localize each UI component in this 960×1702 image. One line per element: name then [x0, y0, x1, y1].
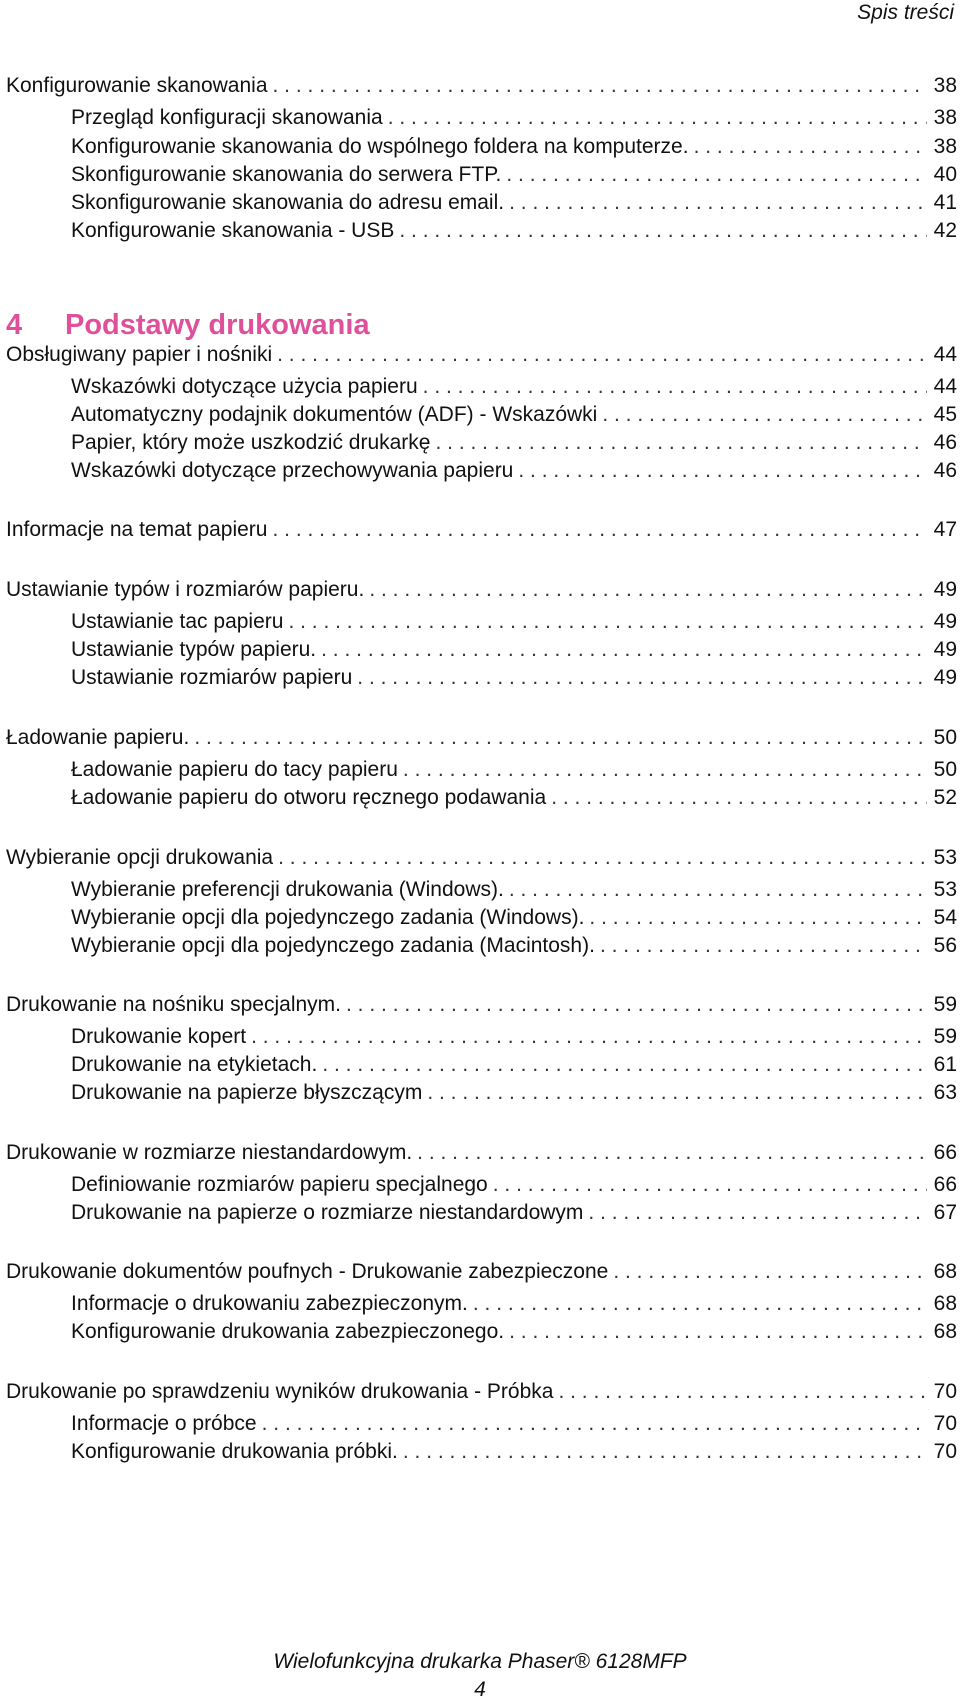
- toc-entry-page: 46: [933, 431, 957, 454]
- toc-entry-page: 70: [933, 1440, 957, 1463]
- toc-entry-title: Przegląd konfiguracji skanowania: [71, 106, 383, 129]
- toc-entry-title: Ładowanie papieru do tacy papieru: [71, 758, 398, 781]
- toc-entry-title: Wybieranie opcji dla pojedynczego zadania (Macintosh).: [71, 934, 595, 957]
- toc-subentry[interactable]: [71, 103, 957, 133]
- toc-entry-title: Drukowanie na papierze o rozmiarze niestandardowym: [71, 1201, 584, 1224]
- toc-subentry[interactable]: [71, 1317, 957, 1347]
- toc-entry-page: 56: [933, 934, 957, 957]
- toc-entry-title: Konfigurowanie skanowania: [6, 74, 268, 97]
- dot-leader: [589, 903, 927, 933]
- dot-leader: [602, 400, 927, 430]
- toc-entry-page: 59: [933, 1025, 957, 1048]
- toc-entry-title: Ładowanie papieru do otworu ręcznego podawania: [71, 786, 547, 809]
- dot-leader: [272, 515, 927, 545]
- toc-subentry[interactable]: [71, 132, 957, 162]
- dot-leader: [473, 1289, 927, 1319]
- toc-entry-page: 49: [933, 610, 957, 633]
- toc-entry-title: Informacje na temat papieru: [6, 518, 268, 541]
- dot-leader: [600, 931, 927, 961]
- toc-subentry[interactable]: [71, 1198, 957, 1228]
- dot-leader: [288, 607, 927, 637]
- toc-entry-page: 38: [933, 135, 957, 158]
- toc-entry-page: 41: [933, 191, 957, 214]
- footer-title: Wielofunkcyjna drukarka Phaser® 6128MFP: [273, 1650, 687, 1673]
- toc-entry[interactable]: [6, 843, 957, 873]
- dot-leader: [509, 188, 927, 218]
- chapter-title: Podstawy drukowania: [65, 309, 370, 341]
- dot-leader: [369, 575, 927, 605]
- toc-entry-title: Ustawianie rozmiarów papieru: [71, 666, 353, 689]
- toc-entry-title: Informacje o próbce: [71, 1412, 257, 1435]
- dot-leader: [558, 1377, 927, 1407]
- toc-subentry[interactable]: [71, 783, 957, 813]
- toc-subentry[interactable]: [71, 160, 957, 190]
- toc-entry-title: Ładowanie papieru.: [6, 726, 190, 749]
- toc-subentry[interactable]: [71, 456, 957, 486]
- toc-entry-page: 67: [933, 1201, 957, 1224]
- dot-leader: [417, 1138, 927, 1168]
- dot-leader: [518, 456, 927, 486]
- toc-subentry[interactable]: [71, 903, 957, 933]
- toc-entry-page: 50: [933, 726, 957, 749]
- toc-subentry[interactable]: [71, 875, 957, 905]
- toc-entry-page: 38: [933, 106, 957, 129]
- dot-leader: [346, 990, 927, 1020]
- dot-leader: [427, 1078, 927, 1108]
- toc-subentry[interactable]: [71, 1170, 957, 1200]
- dot-leader: [321, 635, 927, 665]
- toc-subentry[interactable]: [71, 1437, 957, 1467]
- dot-leader: [551, 783, 927, 813]
- dot-leader: [423, 372, 927, 402]
- dot-leader: [273, 71, 927, 101]
- toc-subentry[interactable]: [71, 663, 957, 693]
- toc-subentry[interactable]: [71, 400, 957, 430]
- toc-subentry[interactable]: [71, 1022, 957, 1052]
- toc-entry-page: 70: [933, 1380, 957, 1403]
- toc-entry-page: 68: [933, 1260, 957, 1283]
- toc-entry-page: 50: [933, 758, 957, 781]
- toc-entry-title: Wskazówki dotyczące użycia papieru: [71, 375, 418, 398]
- toc-entry-title: Drukowanie po sprawdzeniu wyników drukowania - Próbka: [6, 1380, 554, 1403]
- toc-subentry[interactable]: [71, 931, 957, 961]
- toc-entry-page: 44: [933, 343, 957, 366]
- toc-entry-title: Konfigurowanie drukowania próbki.: [71, 1440, 398, 1463]
- dot-leader: [506, 160, 927, 190]
- toc-entry[interactable]: [6, 1377, 957, 1407]
- toc-entry[interactable]: [6, 1257, 957, 1287]
- dot-leader: [322, 1050, 927, 1080]
- toc-entry-page: 49: [933, 638, 957, 661]
- toc-entry-page: 63: [933, 1081, 957, 1104]
- toc-entry-page: 45: [933, 403, 957, 426]
- toc-subentry[interactable]: [71, 635, 957, 665]
- toc-entry-page: 53: [933, 878, 957, 901]
- toc-entry-page: 54: [933, 906, 957, 929]
- dot-leader: [403, 1437, 927, 1467]
- toc-subentry[interactable]: [71, 1409, 957, 1439]
- dot-leader: [588, 1198, 927, 1228]
- toc-entry-title: Papier, który może uszkodzić drukarkę: [71, 431, 431, 454]
- toc-entry-title: Konfigurowanie drukowania zabezpieczonego.: [71, 1320, 505, 1343]
- toc-entry-page: 38: [933, 74, 957, 97]
- toc-entry-title: Drukowanie w rozmiarze niestandardowym.: [6, 1141, 413, 1164]
- toc-entry[interactable]: [6, 340, 957, 370]
- toc-entry-title: Automatyczny podajnik dokumentów (ADF) - Wskazówki: [71, 403, 598, 426]
- toc-entry-page: 49: [933, 666, 957, 689]
- toc-entry-title: Informacje o drukowaniu zabezpieczonym.: [71, 1292, 468, 1315]
- toc-subentry[interactable]: [71, 755, 957, 785]
- toc-entry-title: Drukowanie kopert: [71, 1025, 247, 1048]
- toc-entry-title: Konfigurowanie skanowania do wspólnego foldera na komputerze.: [71, 135, 689, 158]
- dot-leader: [613, 1257, 927, 1287]
- toc-subentry[interactable]: [71, 216, 957, 246]
- toc-entry-title: Wskazówki dotyczące przechowywania papieru: [71, 459, 514, 482]
- dot-leader: [694, 132, 927, 162]
- dot-leader: [399, 216, 927, 246]
- toc-entry-page: 68: [933, 1320, 957, 1343]
- chapter-number: 4: [6, 309, 23, 341]
- toc-entry[interactable]: [6, 1138, 957, 1168]
- toc-entry[interactable]: [6, 71, 957, 101]
- toc-entry-page: 66: [933, 1141, 957, 1164]
- running-header: Spis treści: [857, 1, 954, 24]
- toc-entry-title: Wybieranie opcji dla pojedynczego zadania (Windows).: [71, 906, 585, 929]
- dot-leader: [403, 755, 927, 785]
- toc-entry[interactable]: [6, 990, 957, 1020]
- dot-leader: [277, 340, 927, 370]
- toc-entry-page: 46: [933, 459, 957, 482]
- toc-entry-page: 42: [933, 219, 957, 242]
- toc-entry[interactable]: [6, 723, 957, 753]
- toc-entry-page: 70: [933, 1412, 957, 1435]
- toc-entry[interactable]: [6, 575, 957, 605]
- toc-subentry[interactable]: [71, 1289, 957, 1319]
- toc-subentry[interactable]: [71, 428, 957, 458]
- toc-entry[interactable]: [6, 515, 957, 545]
- dot-leader: [262, 1409, 927, 1439]
- toc-entry-title: Obsługiwany papier i nośniki: [6, 343, 273, 366]
- dot-leader: [388, 103, 927, 133]
- dot-leader: [493, 1170, 927, 1200]
- toc-entry-page: 53: [933, 846, 957, 869]
- toc-subentry[interactable]: [71, 1050, 957, 1080]
- toc-subentry[interactable]: [71, 1078, 957, 1108]
- page-footer: [0, 1650, 960, 1701]
- toc-entry-title: Wybieranie opcji drukowania: [6, 846, 274, 869]
- toc-entry-title: Wybieranie preferencji drukowania (Windows).: [71, 878, 504, 901]
- toc-entry-title: Ustawianie tac papieru: [71, 610, 284, 633]
- toc-subentry[interactable]: [71, 188, 957, 218]
- toc-entry-page: 66: [933, 1173, 957, 1196]
- dot-leader: [357, 663, 927, 693]
- dot-leader: [278, 843, 927, 873]
- toc-entry-title: Ustawianie typów i rozmiarów papieru.: [6, 578, 365, 601]
- toc-entry-page: 52: [933, 786, 957, 809]
- page-number: 4: [474, 1678, 486, 1701]
- dot-leader: [435, 428, 927, 458]
- toc-entry-title: Drukowanie na etykietach.: [71, 1053, 318, 1076]
- toc-entry-title: Drukowanie na nośniku specjalnym.: [6, 993, 342, 1016]
- dot-leader: [509, 875, 927, 905]
- toc-entry-title: Skonfigurowanie skanowania do serwera FTP.: [71, 163, 502, 186]
- toc-subentry[interactable]: [71, 607, 957, 637]
- toc-subentry[interactable]: [71, 372, 957, 402]
- chapter-heading: [6, 307, 370, 343]
- toc-entry-title: Drukowanie na papierze błyszczącym: [71, 1081, 423, 1104]
- dot-leader: [509, 1317, 927, 1347]
- dot-leader: [251, 1022, 927, 1052]
- toc-entry-page: 59: [933, 993, 957, 1016]
- toc-entry-title: Skonfigurowanie skanowania do adresu email.: [71, 191, 505, 214]
- toc-entry-title: Definiowanie rozmiarów papieru specjalnego: [71, 1173, 488, 1196]
- toc-entry-page: 68: [933, 1292, 957, 1315]
- toc-entry-title: Drukowanie dokumentów poufnych - Drukowanie zabezpieczone: [6, 1260, 609, 1283]
- toc-entry-page: 47: [933, 518, 957, 541]
- toc-entry-page: 49: [933, 578, 957, 601]
- toc-entry-title: Konfigurowanie skanowania - USB: [71, 219, 395, 242]
- toc-entry-page: 61: [933, 1053, 957, 1076]
- toc-entry-page: 40: [933, 163, 957, 186]
- toc-entry-title: Ustawianie typów papieru.: [71, 638, 317, 661]
- toc-entry-page: 44: [933, 375, 957, 398]
- dot-leader: [194, 723, 927, 753]
